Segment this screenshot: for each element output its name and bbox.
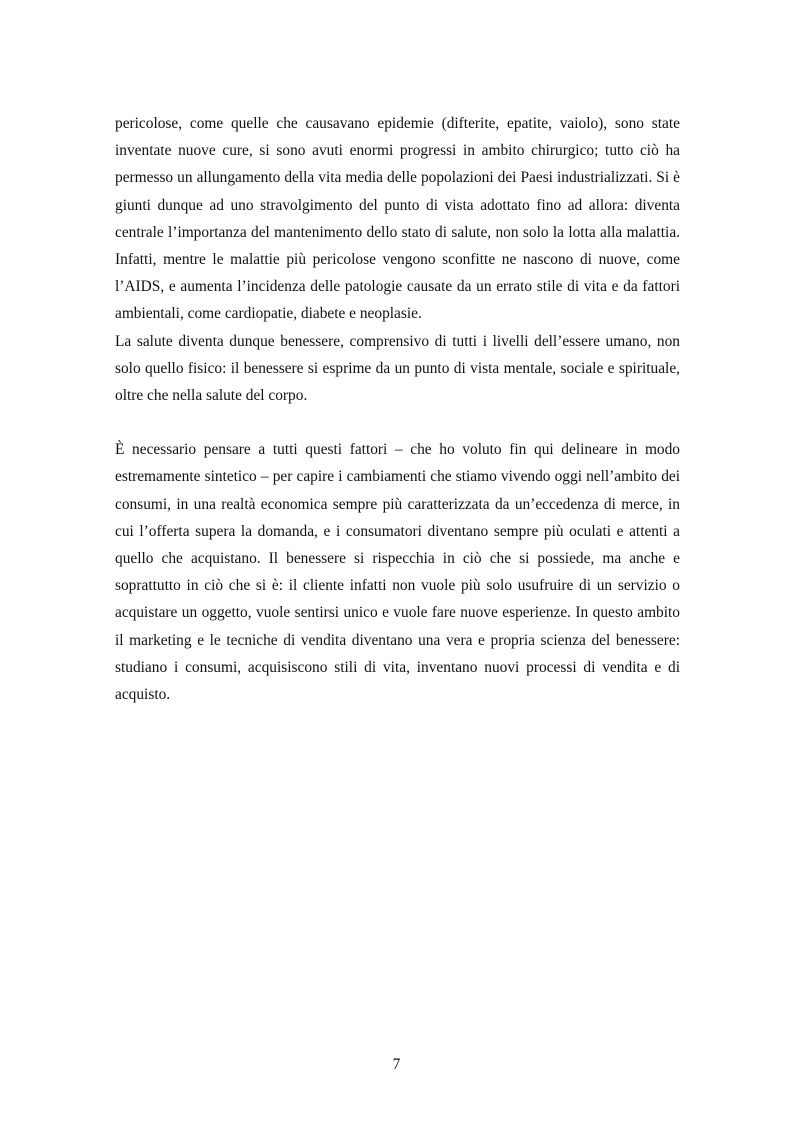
paragraph-health-progress: pericolose, come quelle che causavano epidemie (difterite, epatite, vaiolo), sono state inventate nuove cure, si sono avuti enormi progressi in ambito chirurgico; tutto ciò ha permesso un allungamento della vita media delle popolazioni dei Paesi industrializzati. Si è giunti dunque ad uno stravolgimento del punto di vista adottato fino ad allora: diventa centrale l’importanza del mantenimento dello stato di salute, non solo la lotta alla malattia. Infatti, mentre le malattie più pericolose vengono sconfitte ne nascono di nuove, come l’AIDS, e aumenta l’incidenza delle patologie causate da un errato stile di vita e da fattori ambientali, come cardiopatie, diabete e neoplasie.: [115, 115, 680, 323]
page-number: 7: [392, 1056, 401, 1073]
paragraph-consumption: È necessario pensare a tutti questi fattori – che ho voluto fin qui delineare in modo estremamente sintetico – per capire i cambiamenti che stiamo vivendo oggi nell’ambito dei consumi, in una realtà economica sempre più caratterizzata da un’eccedenza di merce, in cui l’offerta supera la domanda, e i consumatori diventano sempre più oculati e attenti a quello che acquistano. Il benessere si rispecchia in ciò che si possiede, ma anche e soprattutto in ciò che si è: il cliente infatti non vuole più solo usufruire di un servizio o acquistare un oggetto, vuole sentirsi unico e vuole fare nuove esperienze. In questo ambito il marketing e le tecniche di vendita diventano una vera e propria scienza del benessere: studiano i consumi, acquisiscono stili di vita, inventano nuovi processi di vendita e di acquisto.: [115, 441, 680, 704]
body-text: [115, 110, 680, 708]
paragraph-wellbeing: La salute diventa dunque benessere, comprensivo di tutti i livelli dell’essere umano, non solo quello fisico: il benessere si esprime da un punto di vista mentale, sociale e spirituale, oltre che nella salute del corpo.: [115, 332, 680, 405]
